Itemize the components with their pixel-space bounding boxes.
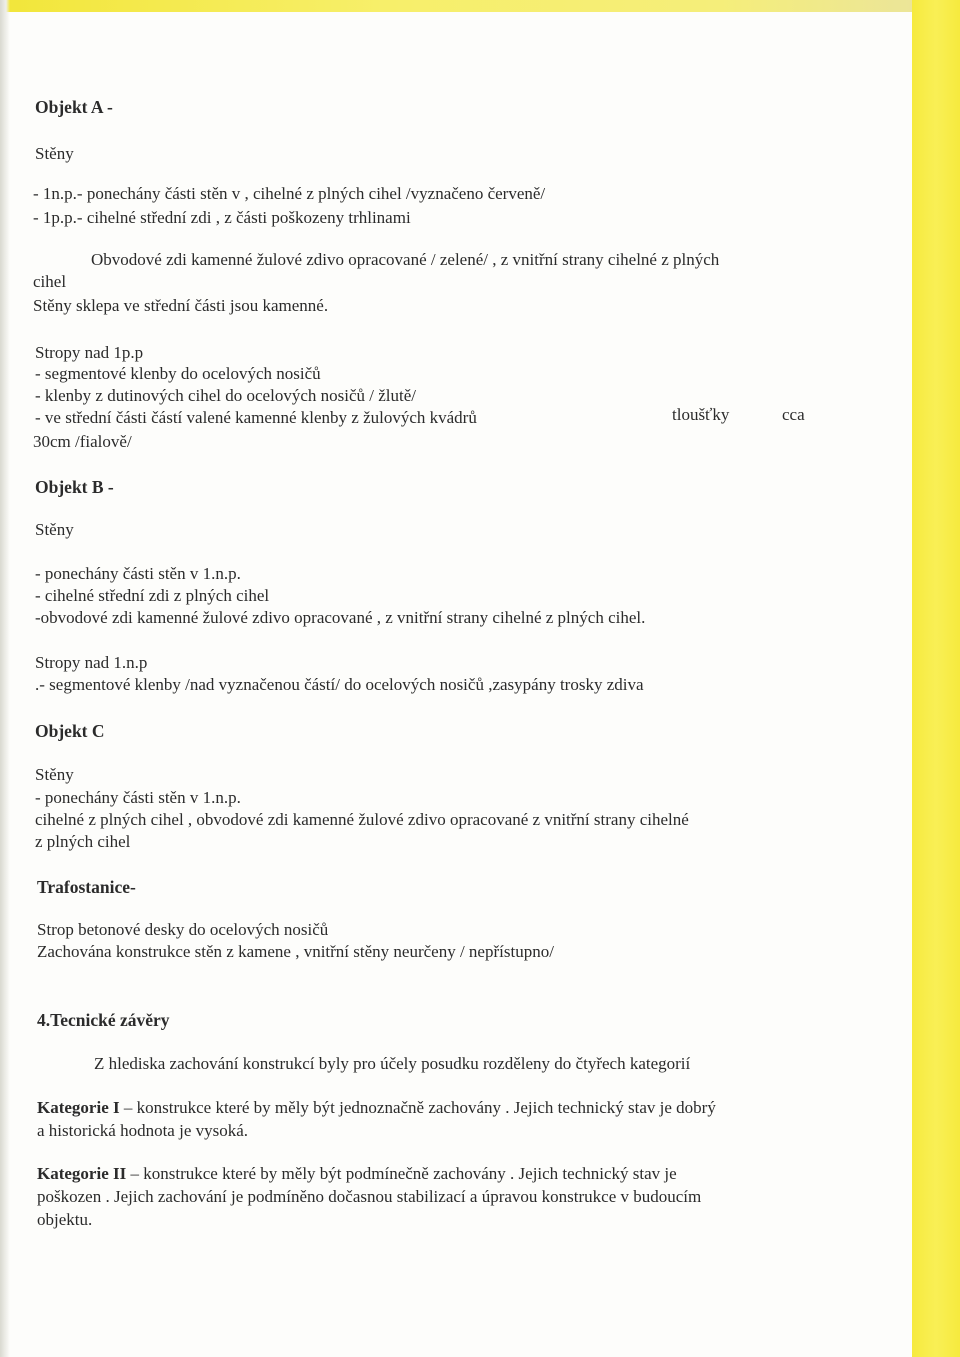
scan-left-edge xyxy=(0,0,10,1357)
objekt-a-obvodove-line-2: cihel xyxy=(33,272,67,291)
objekt-a-stropy-line-2: - klenby z dutinových cihel do ocelových nosičů / žlutě/ xyxy=(35,386,416,405)
objekt-c-steny-label: Stěny xyxy=(35,765,74,784)
objekt-c-heading: Objekt C xyxy=(35,721,105,741)
objekt-a-stropy-label: Stropy nad 1p.p xyxy=(35,343,144,362)
kategorie-1-line-1 xyxy=(37,1098,960,1118)
objekt-a-steny-line-1: - 1n.p.- ponechány části stěn v , cihelné z plných cihel /vyznačeno červeně/ xyxy=(33,184,546,203)
kategorie-2-line-3: objektu. xyxy=(37,1210,93,1229)
objekt-a-heading: Objekt A - xyxy=(35,97,113,117)
objekt-b-stropy-label: Stropy nad 1.n.p xyxy=(35,653,148,672)
objekt-a-steny-label: Stěny xyxy=(35,144,74,163)
objekt-b-steny-label: Stěny xyxy=(35,520,74,539)
objekt-a-stropy-line-4: 30cm /fialově/ xyxy=(33,432,132,451)
kategorie-2-text: – konstrukce které by měly být podmínečně zachovány . Jejich technický stav je xyxy=(126,1164,677,1183)
objekt-a-steny-line-2: - 1p.p.- cihelné střední zdi , z části poškozeny trhlinami xyxy=(33,208,411,227)
objekt-b-stropy-line: .- segmentové klenby /nad vyznačenou částí/ do ocelových nosičů ,zasypány trosky zdiva xyxy=(35,675,644,694)
kategorie-1-text: – konstrukce které by měly být jednoznačně zachovány . Jejich technický stav je dobrý xyxy=(119,1098,716,1117)
top-highlight-strip xyxy=(0,0,960,12)
objekt-b-heading: Objekt B - xyxy=(35,477,114,497)
objekt-a-stropy-line-3-main: - ve střední části částí valené kamenné klenby z žulových kvádrů xyxy=(35,408,477,427)
objekt-b-steny-line-2: - cihelné střední zdi z plných cihel xyxy=(35,586,270,605)
objekt-a-stropy-line-1: - segmentové klenby do ocelových nosičů xyxy=(35,364,321,383)
objekt-c-line-1: - ponechány části stěn v 1.n.p. xyxy=(35,788,241,807)
objekt-b-steny-line-3: -obvodové zdi kamenné žulové zdivo opracované , z vnitřní strany cihelné z plných cihel. xyxy=(35,608,646,627)
objekt-a-stropy-line-3-word-2: cca xyxy=(782,405,805,424)
objekt-a-obvodove-line-1: Obvodové zdi kamenné žulové zdivo opracované / zelené/ , z vnitřní strany cihelné z plných xyxy=(91,250,720,269)
objekt-c-line-2: cihelné z plných cihel , obvodové zdi kamenné žulové zdivo opracované z vnitřní strany cihelné xyxy=(35,810,689,829)
trafostanice-line-1: Strop betonové desky do ocelových nosičů xyxy=(37,920,329,939)
trafostanice-line-2: Zachována konstrukce stěn z kamene , vnitřní stěny neurčeny / nepřístupno/ xyxy=(37,942,554,961)
kategorie-2-label: Kategorie II xyxy=(37,1164,127,1183)
objekt-c-line-3: z plných cihel xyxy=(35,832,131,851)
zavery-intro: Z hlediska zachování konstrukcí byly pro účely posudku rozděleny do čtyřech kategorií xyxy=(94,1054,691,1073)
trafostanice-heading: Trafostanice- xyxy=(37,877,136,897)
zavery-heading: 4.Tecnické závěry xyxy=(37,1010,170,1030)
kategorie-2-line-1 xyxy=(37,1164,960,1184)
kategorie-2-line-2: poškozen . Jejich zachování je podmíněno dočasnou stabilizací a úpravou konstrukce v budoucím xyxy=(37,1187,702,1206)
kategorie-1-label: Kategorie I xyxy=(37,1098,120,1117)
objekt-a-stropy-line-3-word-1: tloušťky xyxy=(672,405,730,424)
objekt-b-steny-line-1: - ponechány části stěn v 1.n.p. xyxy=(35,564,241,583)
kategorie-1-line-2: a historická hodnota je vysoká. xyxy=(37,1121,249,1140)
objekt-a-sklep-line: Stěny sklepa ve střední části jsou kamenné. xyxy=(33,296,329,315)
